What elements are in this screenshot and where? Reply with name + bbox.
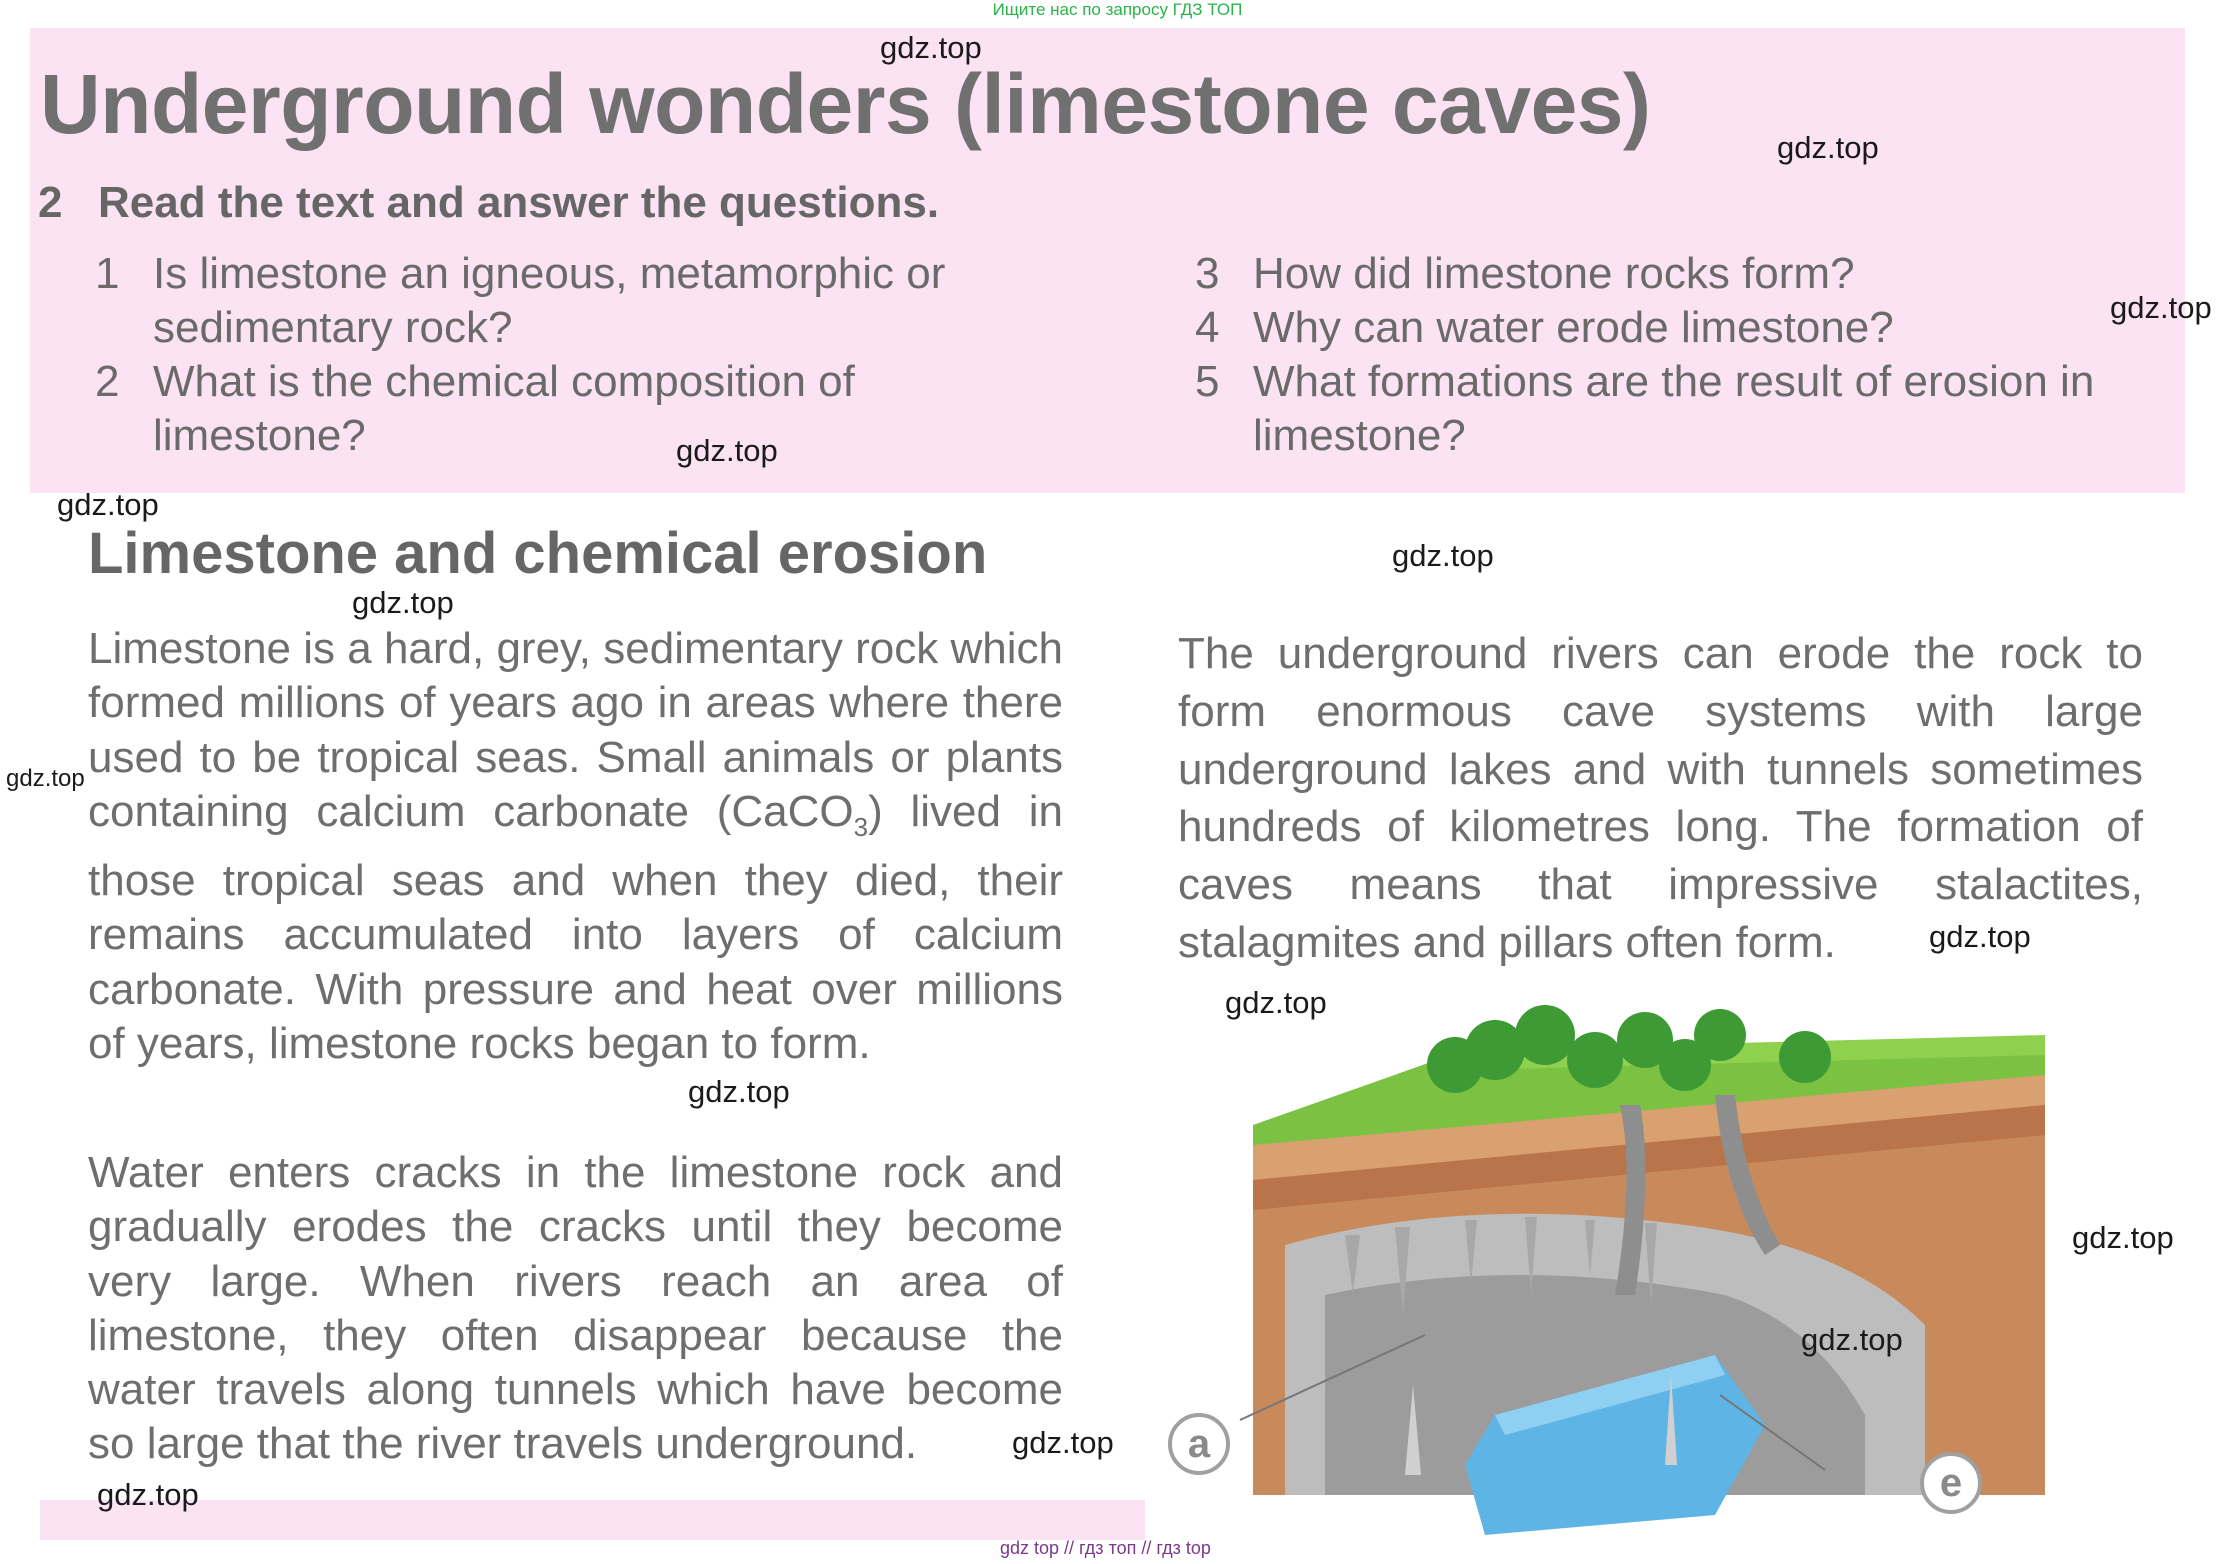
page-title: Underground wonders (limestone caves) — [40, 57, 1651, 151]
bottom-pink-strip — [40, 1500, 1145, 1540]
article-paragraph-3: The underground rivers can erode the rock to form enormous cave systems with large underground lakes and with tunnels sometimes hundreds of kilometres long. The formation of caves means that impressive stalactites, stalagmites and pillars often form. — [1178, 629, 2143, 967]
watermark: gdz.top — [880, 30, 982, 65]
question-number: 3 — [1195, 249, 1220, 298]
question-number: 5 — [1195, 357, 1220, 406]
watermark: gdz.top — [1801, 1322, 1903, 1357]
watermark: gdz.top — [1777, 130, 1879, 165]
watermark: gdz.top — [352, 585, 454, 620]
task-number: 2 — [38, 178, 63, 227]
watermark: gdz.top — [1392, 538, 1494, 573]
question-number: 4 — [1195, 303, 1220, 352]
questions-left-column — [95, 247, 1095, 463]
watermark: gdz.top — [57, 487, 159, 522]
article-heading: Limestone and chemical erosion — [88, 521, 988, 586]
diagram-label-e: e — [1920, 1452, 1982, 1514]
task-instruction — [38, 178, 939, 228]
watermark: gdz.top — [6, 765, 85, 792]
question-item — [1195, 301, 2155, 355]
question-text: How did limestone rocks form? — [1253, 249, 1855, 298]
task-text: Read the text and answer the questions. — [98, 178, 940, 227]
watermark: gdz.top — [676, 433, 778, 468]
question-text: Is limestone an igneous, metamorphic or sedimentary rock? — [153, 249, 946, 352]
watermark: gdz.top — [97, 1477, 199, 1512]
top-banner: Ищите нас по запросу ГДЗ ТОП — [992, 0, 1243, 19]
question-item — [95, 247, 1095, 355]
watermark: gdz.top — [1012, 1425, 1114, 1460]
article-paragraph-1 — [88, 622, 1063, 1071]
paragraph-text: Limestone is a hard, grey, sedimentary rock which formed millions of years ago in areas where there used to be tropical seas. Small animals or plants containing calcium carbonate (CaCO — [88, 624, 1063, 836]
question-text: What formations are the result of erosion in limestone? — [1253, 357, 2095, 460]
question-item — [1195, 355, 2155, 463]
question-text: Why can water erode limestone? — [1253, 303, 1894, 352]
cave-diagram — [1165, 995, 2065, 1540]
footer-watermark: gdz top // гдз топ // гдз top — [1000, 1538, 1211, 1558]
watermark: gdz.top — [2110, 290, 2212, 325]
question-item — [1195, 247, 2155, 301]
article-paragraph-2: Water enters cracks in the limestone rock and gradually erodes the cracks until they become very large. When rivers reach an area of limestone, they often disappear because the water travels along tunnels which have become so large that the river travels underground. — [88, 1148, 1063, 1469]
question-number: 2 — [95, 357, 120, 406]
chemical-subscript: 3 — [853, 811, 869, 842]
paragraph-text: ) lived in those tropical seas and when they died, their remains accumulated into layers of calcium carbonate. With pressure and heat over millions of years, limestone rocks began to form. — [88, 786, 1063, 1068]
question-item — [95, 355, 1095, 463]
watermark: gdz.top — [1929, 919, 2031, 954]
watermark: gdz.top — [2072, 1220, 2174, 1255]
question-text: What is the chemical composition of limestone? — [153, 357, 855, 460]
question-number: 1 — [95, 249, 120, 298]
diagram-label-a: a — [1168, 1413, 1230, 1475]
watermark: gdz.top — [1225, 985, 1327, 1020]
watermark: gdz.top — [688, 1074, 790, 1109]
questions-right-column — [1195, 247, 2155, 463]
